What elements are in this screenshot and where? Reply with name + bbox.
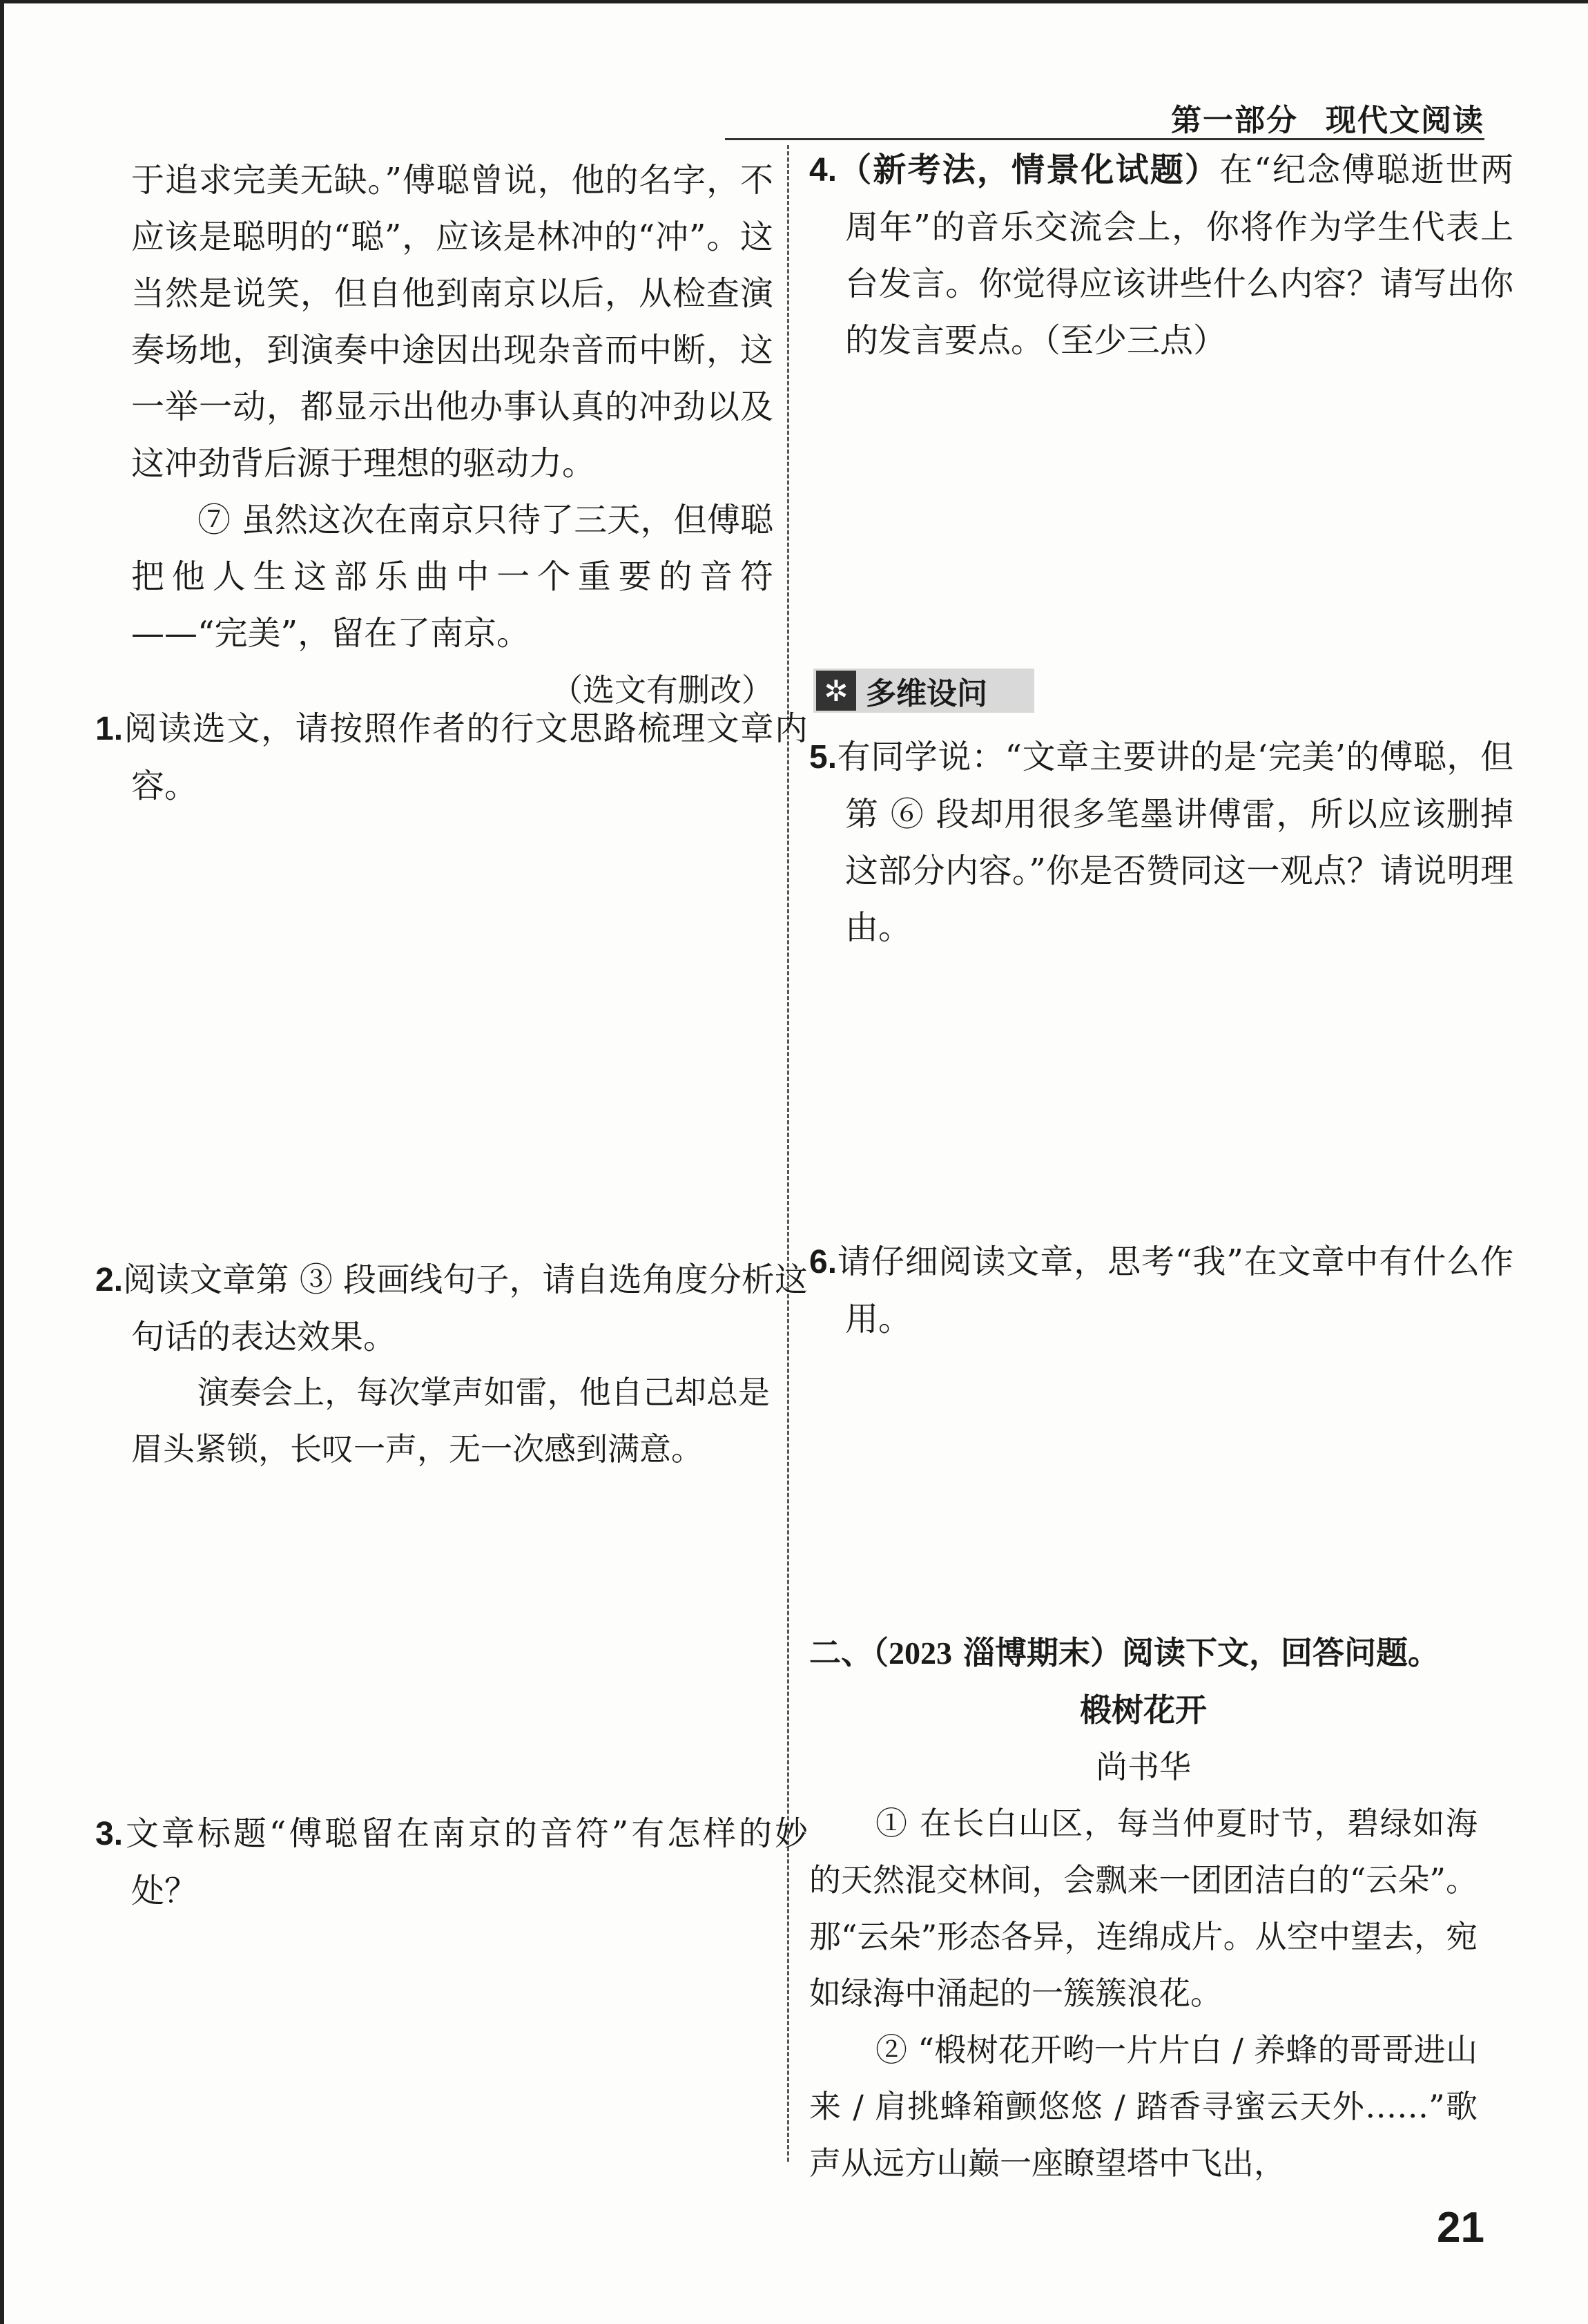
- question-6-number: 6.: [809, 1244, 837, 1280]
- question-1-number: 1.: [95, 711, 124, 747]
- question-3-text: 文章标题“傅聪留在南京的音符”有怎样的妙处？: [123, 1814, 808, 1910]
- page-number: 21: [1437, 2204, 1484, 2251]
- question-1-text: 阅读选文，请按照作者的行文思路梳理文章内容。: [123, 709, 808, 805]
- article-paragraph-1: ① 在长白山区，每当仲夏时节，碧绿如海的天然混交林间，会飘来一团团洁白的“云朵”。那“云朵”形态各异，连绵成片。从空中望去，宛如绿海中涌起的一簇簇浪花。: [809, 1805, 1478, 2012]
- question-4-number: 4.: [809, 152, 837, 189]
- question-3-number: 3.: [95, 1816, 124, 1852]
- question-6-text: 请仔细阅读文章，思考“我”在文章中有什么作用。: [837, 1242, 1513, 1338]
- source-note: （选文有删改）: [551, 671, 773, 709]
- question-3: [95, 1805, 808, 1919]
- question-2-number: 2.: [95, 1262, 124, 1298]
- article-author: 尚书华: [1096, 1748, 1191, 1785]
- question-4-text: 在“纪念傅聪逝世两周年”的音乐交流会上，你将作为学生代表上台发言。你觉得应该讲些什么内容？请写出你的发言要点。（至少三点）: [845, 151, 1513, 360]
- section-tag-label: 多维设问: [866, 676, 987, 711]
- header-title: 现代文阅读: [1326, 103, 1484, 138]
- question-4: [809, 142, 1513, 369]
- section-2: [809, 1624, 1478, 2191]
- question-5: [809, 729, 1513, 956]
- section-2-prefix: 二、（: [809, 1634, 889, 1671]
- left-column: [131, 138, 773, 718]
- header-rule: [725, 138, 1484, 140]
- section-2-rest: 淄博期末）阅读下文，回答问题。: [952, 1634, 1440, 1671]
- question-2-quote: 演奏会上，每次掌声如雷，他自己却总是眉头紧锁，长叹一声，无一次感到满意。: [131, 1374, 770, 1468]
- question-5-number: 5.: [809, 739, 837, 776]
- question-1: [95, 700, 808, 814]
- section-2-heading: [809, 1624, 1478, 1682]
- question-2-quote-box: [131, 1364, 770, 1477]
- question-4-tag: （新考法，情景化试题）: [837, 152, 1220, 189]
- question-6: [809, 1233, 1513, 1347]
- question-2-text: 阅读文章第 ③ 段画线句子，请自选角度分析这句话的表达效果。: [123, 1260, 808, 1356]
- running-header: [1171, 95, 1484, 140]
- question-2: [95, 1251, 808, 1365]
- article-paragraph-2: ② “椴树花开哟一片片白 / 养蜂的哥哥进山来 / 肩挑蜂箱颤悠悠 / 踏香寻蜜云天外……”歌声从远方山巅一座瞭望塔中飞出，: [809, 2031, 1478, 2182]
- gear-icon: ✲: [816, 671, 856, 711]
- header-part: 第一部分: [1171, 103, 1298, 138]
- paragraph-continued: 于追求完美无缺。”傅聪曾说，他的名字，不应该是聪明的“聪”，应该是林冲的“冲”。这当然是说笑，但自他到南京以后，从检查演奏场地，到演奏中途因出现杂音而中断，这一举一动，都显示出他办事认真的冲劲以及这冲劲背后源于理想的驱动力。: [131, 161, 773, 483]
- article-title: 椴树花开: [1080, 1691, 1207, 1729]
- question-5-text: 有同学说：“文章主要讲的是‘完美’的傅聪，但第 ⑥ 段却用很多笔墨讲傅雷，所以应该删掉这部分内容。”你是否赞同这一观点？请说明理由。: [837, 738, 1513, 947]
- section-tag: [813, 669, 1034, 713]
- paragraph-7: ⑦ 虽然这次在南京只待了三天，但傅聪把他人生这部乐曲中一个重要的音符——“完美”，留在了南京。: [131, 501, 773, 653]
- section-2-year: 2023: [889, 1635, 952, 1671]
